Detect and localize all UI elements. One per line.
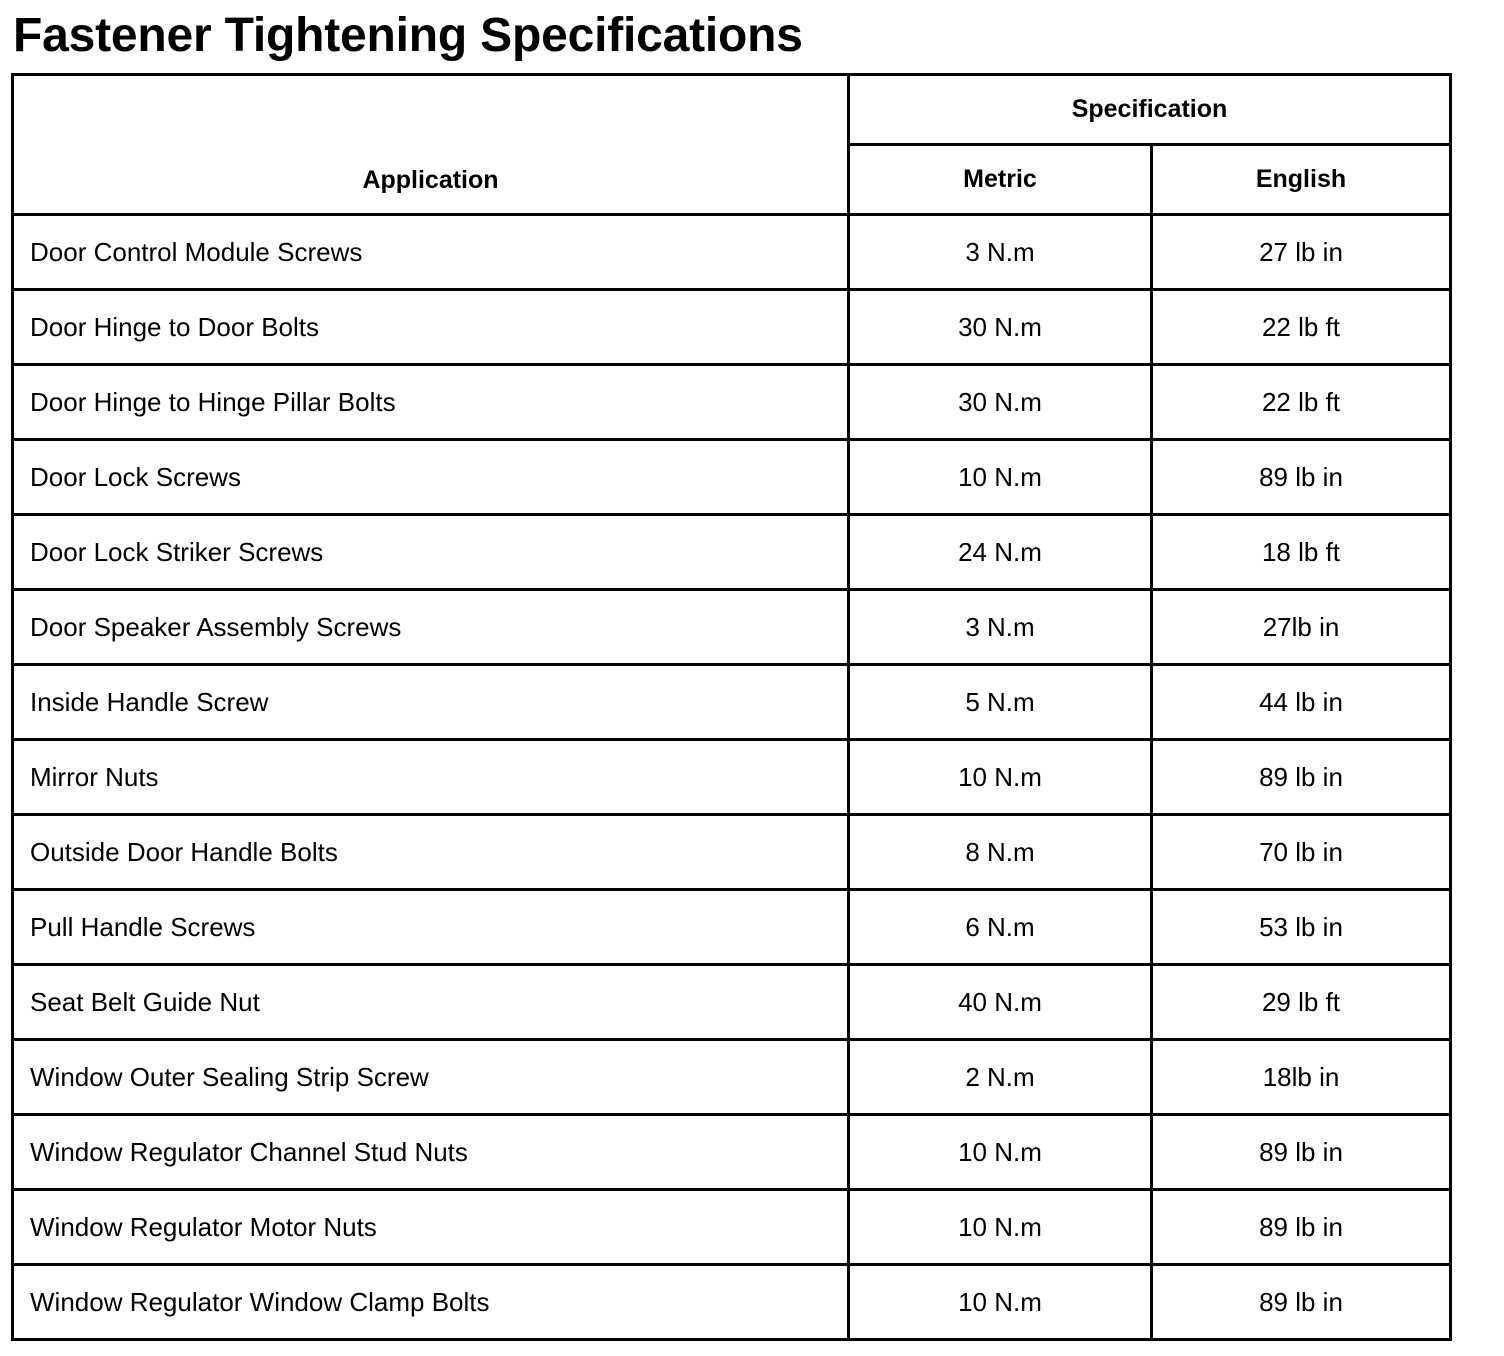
english-cell: 89 lb in	[1152, 740, 1451, 815]
application-cell: Door Hinge to Hinge Pillar Bolts	[13, 365, 849, 440]
column-header-english: English	[1152, 145, 1451, 215]
header-row-top	[13, 75, 1451, 145]
application-cell: Door Hinge to Door Bolts	[13, 290, 849, 365]
application-cell: Door Lock Striker Screws	[13, 515, 849, 590]
table-row	[13, 290, 1451, 365]
english-cell: 89 lb in	[1152, 1265, 1451, 1340]
table-row	[13, 215, 1451, 290]
column-header-metric: Metric	[849, 145, 1152, 215]
english-cell: 89 lb in	[1152, 440, 1451, 515]
application-cell: Door Lock Screws	[13, 440, 849, 515]
english-cell: 53 lb in	[1152, 890, 1451, 965]
english-cell: 89 lb in	[1152, 1115, 1451, 1190]
application-cell: Window Regulator Motor Nuts	[13, 1190, 849, 1265]
page-title: Fastener Tightening Specifications	[13, 9, 803, 62]
metric-cell: 10 N.m	[849, 740, 1152, 815]
table-body	[13, 215, 1451, 1340]
english-cell: 18 lb ft	[1152, 515, 1451, 590]
english-cell: 44 lb in	[1152, 665, 1451, 740]
fastener-spec-table	[11, 73, 1452, 1341]
application-cell: Seat Belt Guide Nut	[13, 965, 849, 1040]
table-header	[13, 75, 1451, 215]
metric-cell: 5 N.m	[849, 665, 1152, 740]
metric-cell: 10 N.m	[849, 440, 1152, 515]
application-cell: Door Control Module Screws	[13, 215, 849, 290]
english-cell: 22 lb ft	[1152, 290, 1451, 365]
table-row	[13, 590, 1451, 665]
application-cell: Door Speaker Assembly Screws	[13, 590, 849, 665]
metric-cell: 10 N.m	[849, 1115, 1152, 1190]
english-cell: 27lb in	[1152, 590, 1451, 665]
table-row	[13, 965, 1451, 1040]
metric-cell: 6 N.m	[849, 890, 1152, 965]
english-cell: 89 lb in	[1152, 1190, 1451, 1265]
application-cell: Outside Door Handle Bolts	[13, 815, 849, 890]
metric-cell: 2 N.m	[849, 1040, 1152, 1115]
metric-cell: 24 N.m	[849, 515, 1152, 590]
metric-cell: 30 N.m	[849, 365, 1152, 440]
table-row	[13, 365, 1451, 440]
application-cell: Mirror Nuts	[13, 740, 849, 815]
english-cell: 70 lb in	[1152, 815, 1451, 890]
table-row	[13, 1115, 1451, 1190]
english-cell: 18lb in	[1152, 1040, 1451, 1115]
metric-cell: 40 N.m	[849, 965, 1152, 1040]
english-cell: 27 lb in	[1152, 215, 1451, 290]
table-row	[13, 515, 1451, 590]
metric-cell: 10 N.m	[849, 1265, 1152, 1340]
metric-cell: 3 N.m	[849, 215, 1152, 290]
application-cell: Window Outer Sealing Strip Screw	[13, 1040, 849, 1115]
table-row	[13, 1265, 1451, 1340]
metric-cell: 8 N.m	[849, 815, 1152, 890]
table-row	[13, 1040, 1451, 1115]
application-cell: Window Regulator Channel Stud Nuts	[13, 1115, 849, 1190]
english-cell: 29 lb ft	[1152, 965, 1451, 1040]
table-row	[13, 440, 1451, 515]
application-cell: Pull Handle Screws	[13, 890, 849, 965]
metric-cell: 3 N.m	[849, 590, 1152, 665]
metric-cell: 30 N.m	[849, 290, 1152, 365]
table-row	[13, 1190, 1451, 1265]
table-row	[13, 815, 1451, 890]
metric-cell: 10 N.m	[849, 1190, 1152, 1265]
application-cell: Inside Handle Screw	[13, 665, 849, 740]
column-header-specification: Specification	[849, 75, 1451, 145]
table-row	[13, 740, 1451, 815]
column-header-application: Application	[13, 75, 849, 215]
english-cell: 22 lb ft	[1152, 365, 1451, 440]
table-row	[13, 890, 1451, 965]
table-row	[13, 665, 1451, 740]
application-cell: Window Regulator Window Clamp Bolts	[13, 1265, 849, 1340]
